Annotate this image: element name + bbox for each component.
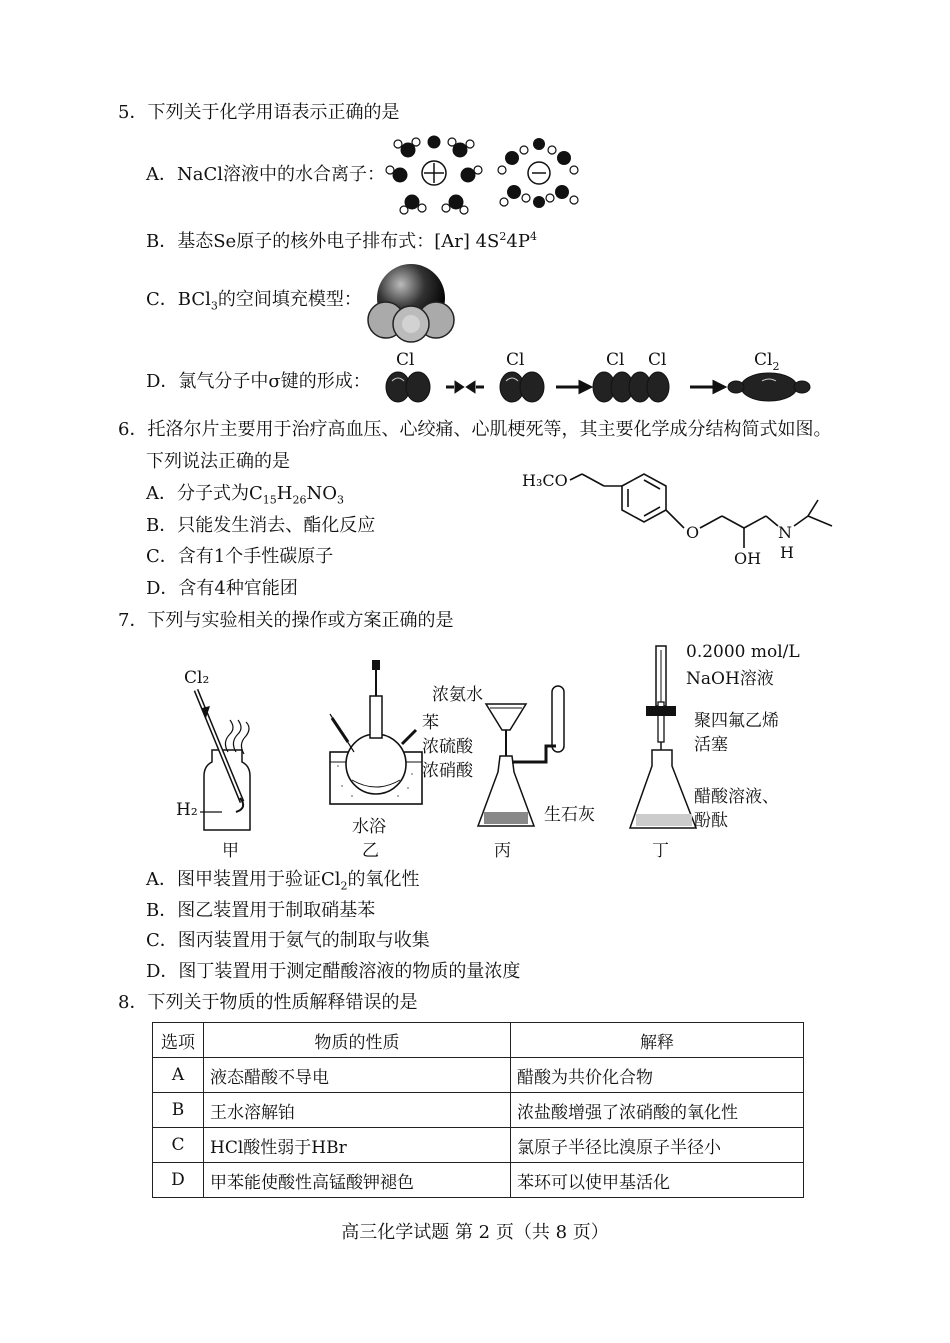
q5-option-b: B．基态Se原子的核外电子排布式：[Ar] $4S^24P^4$ xyxy=(146,230,537,252)
q8-table xyxy=(152,1022,804,1198)
table-row: C HCl酸性弱于HBr 氯原子半径比溴原子半径小 xyxy=(153,1128,804,1163)
table-row: B 王水溶解铂 浓盐酸增强了浓硝酸的氧化性 xyxy=(153,1093,804,1128)
ding-stopcock-label: 活塞 xyxy=(694,735,728,755)
q7-option-a: A．图甲装置用于验证$Cl_2$的氧化性 xyxy=(146,869,420,893)
jia-cl2-label: Cl₂ xyxy=(184,668,210,688)
q5-option-d: D．氯气分子中σ键的形成： xyxy=(146,371,371,392)
q7-stem: 7．下列与实验相关的操作或方案正确的是 xyxy=(118,610,454,631)
yi-label-sulfuric: 浓硫酸 xyxy=(422,737,473,757)
metoprolol-structure xyxy=(518,464,838,576)
n-label: N xyxy=(778,523,792,542)
table-header-row xyxy=(153,1023,804,1058)
q6-option-a: A．分子式为$C_{15}H_{26}NO_3$ xyxy=(146,483,344,507)
cl-label-1: Cl xyxy=(396,350,415,370)
yi-caption: 乙 xyxy=(362,841,379,861)
q7-option-d: D．图丁装置用于测定醋酸溶液的物质的量浓度 xyxy=(146,961,521,982)
q6-option-c: C．含有1个手性碳原子 xyxy=(146,546,334,567)
apparatus-yi xyxy=(318,656,428,816)
header-property: 物质的性质 xyxy=(204,1023,511,1058)
hydrated-chloride-ion xyxy=(498,138,578,208)
q7-option-b: B．图乙装置用于制取硝基苯 xyxy=(146,900,376,921)
q5-stem: 5．下列关于化学用语表示正确的是 xyxy=(118,102,400,123)
cl2-label: $Cl_2$ xyxy=(754,350,780,373)
ding-acetic-label: 醋酸溶液、 xyxy=(694,787,779,807)
header-option: 选项 xyxy=(153,1023,204,1058)
apparatus-jia xyxy=(170,662,270,862)
yi-water-bath-label: 水浴 xyxy=(352,817,386,837)
cl-label-4: Cl xyxy=(648,350,667,370)
bing-ammonia-label: 浓氨水 xyxy=(432,685,483,705)
sigma-bond-formation-figure xyxy=(384,345,814,405)
q6-option-d: D．含有4种官能团 xyxy=(146,578,298,599)
ether-o-label: O xyxy=(686,523,700,542)
jia-h2-label: H₂ xyxy=(176,800,198,820)
table-row: A 液态醋酸不导电 醋酸为共价化合物 xyxy=(153,1058,804,1093)
q5-option-a: A．NaCl溶液中的水合离子： xyxy=(146,164,386,185)
q5-option-c: C．BCl$_3$的空间填充模型： xyxy=(146,289,362,313)
h3co-label: H₃CO xyxy=(522,471,568,490)
header-explanation: 解释 xyxy=(511,1023,804,1058)
ding-phenolphthalein-label: 酚酞 xyxy=(694,811,728,831)
page-footer: 高三化学试题 第 2 页（共 8 页） xyxy=(341,1222,609,1243)
bcl3-space-filling-model xyxy=(364,262,458,344)
q7-option-c: C．图丙装置用于氨气的制取与收集 xyxy=(146,930,430,951)
yi-label-benzene: 苯 xyxy=(422,713,439,733)
ding-conc-label: 0.2000 mol/L xyxy=(686,642,800,662)
cl-label-3: Cl xyxy=(606,350,625,370)
bing-quicklime-label: 生石灰 xyxy=(544,805,595,825)
bing-caption: 丙 xyxy=(494,841,511,861)
ding-caption: 丁 xyxy=(652,841,669,861)
h-label: H xyxy=(780,543,794,562)
cl-label-2: Cl xyxy=(506,350,525,370)
q8-stem: 8．下列关于物质的性质解释错误的是 xyxy=(118,992,418,1013)
q6-option-b: B．只能发生消去、酯化反应 xyxy=(146,515,376,536)
ding-naoh-label: NaOH溶液 xyxy=(686,669,774,689)
hydrated-ions-figure xyxy=(384,130,584,216)
table-row: D 甲苯能使酸性高锰酸钾褪色 苯环可以使甲基活化 xyxy=(153,1163,804,1198)
hydrated-sodium-ion xyxy=(386,136,482,214)
oh-label: OH xyxy=(734,549,762,568)
ding-ptfe-label: 聚四氟乙烯 xyxy=(694,711,779,731)
jia-caption: 甲 xyxy=(222,841,239,861)
yi-label-nitric: 浓硝酸 xyxy=(422,761,473,781)
q6-stem-line1: 6．托洛尔片主要用于治疗高血压、心绞痛、心肌梗死等，其主要化学成分结构简式如图。 xyxy=(118,419,832,440)
q6-stem-line2: 下列说法正确的是 xyxy=(146,451,290,472)
